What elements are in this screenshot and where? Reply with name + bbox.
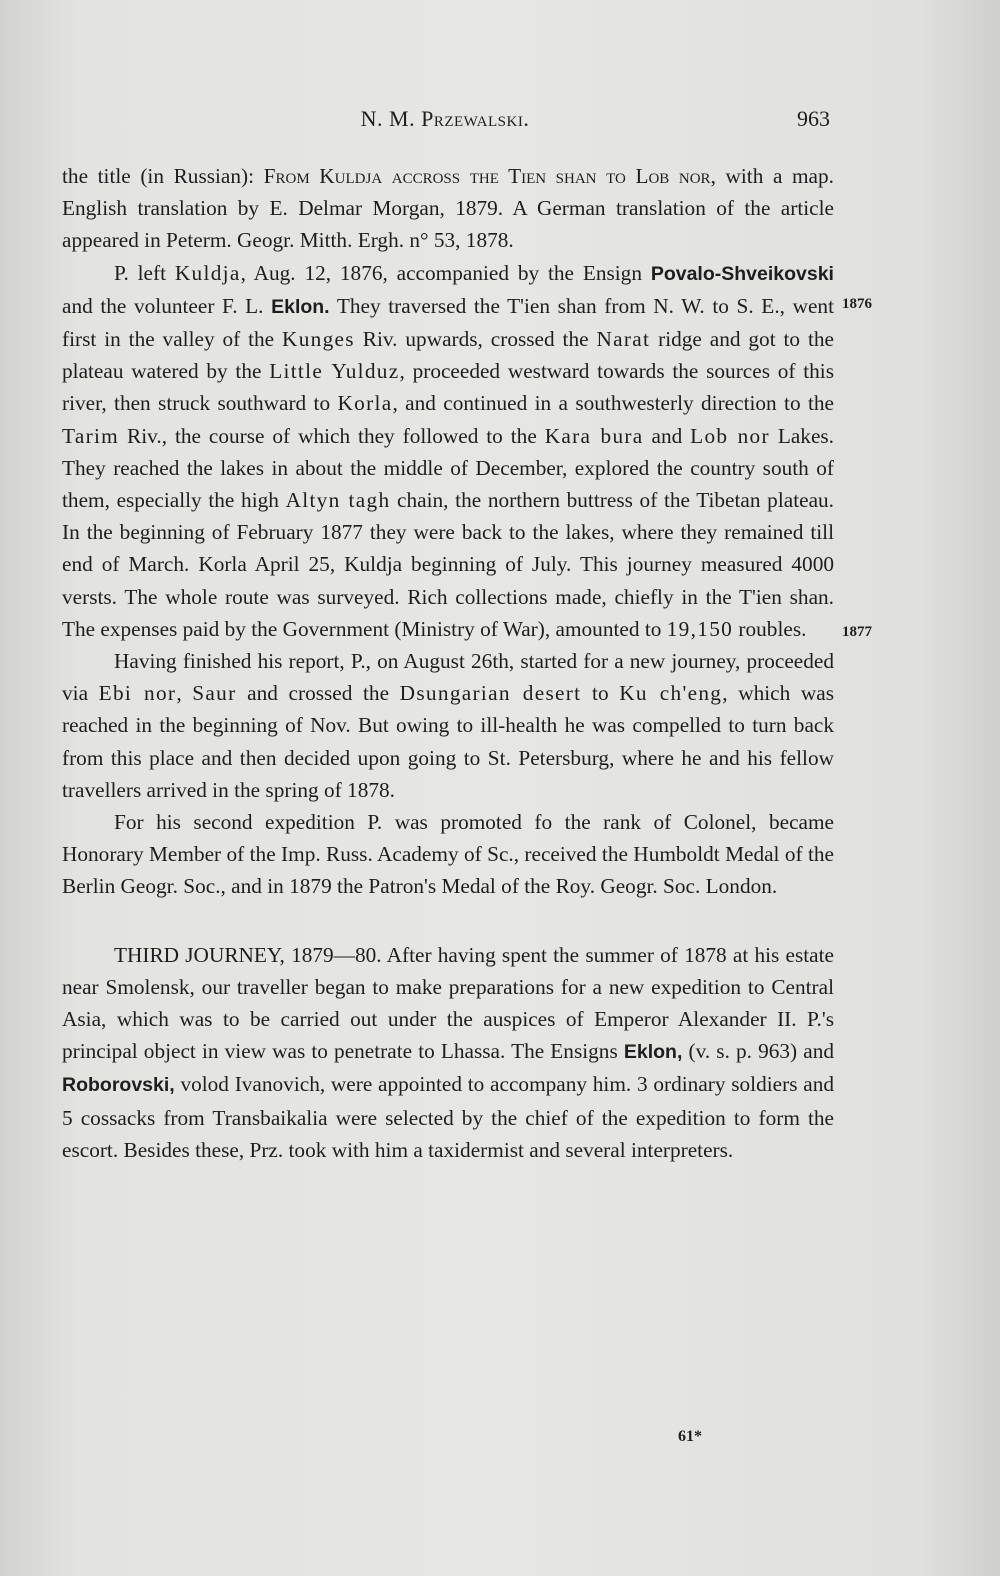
text-run: They traversed the T'ien shan from N. W. to S. E., went first in the valley of the: [62, 293, 834, 352]
place-name: Tarim: [62, 423, 120, 448]
text-run: ridge and got to the plateau watered by the: [62, 327, 834, 384]
text-run: After having spent the summer of 1878 at his estate near Smolensk, our traveller began to make preparations for a new expedition to Central Asia, which was to be carried out under the auspices of Emperor Alexander II. P.'s principal object in view was to penetrate to Lhassa. The Ensigns: [62, 942, 834, 1064]
place-name: Kuldja: [174, 260, 241, 285]
text-run: and the volunteer F. L.: [62, 293, 272, 318]
text-run: , and continued in a southwesterly direction to the: [392, 391, 835, 416]
text-run: to: [581, 681, 620, 706]
person-name: Eklon,: [623, 1041, 683, 1064]
text-run: and crossed the: [236, 681, 400, 706]
text-run: Riv., the course of which they followed to the: [119, 423, 545, 448]
paragraph-new-journey: [62, 645, 834, 806]
text-run: and: [643, 423, 691, 448]
margin-year-note: 1876: [842, 296, 872, 312]
running-head: N. M. Przewalski.: [360, 106, 530, 131]
text-run: Riv. upwards, crossed the: [354, 327, 597, 352]
text-run: Having finished his report, P., on August 26th, started for a new journey, proceeded via: [62, 649, 834, 706]
cost-figure: 19,150: [666, 616, 734, 641]
paragraph-title-continuation: [62, 160, 834, 257]
paragraph-second-journey: [62, 257, 834, 645]
page-header: [60, 106, 830, 142]
text-run: , Aug. 12, 1876, accompanied by the Ensign: [240, 260, 651, 285]
place-name: Saur: [192, 681, 237, 706]
margin-year-note: 1877: [842, 624, 872, 640]
place-name: Ebi nor: [98, 681, 177, 706]
text-run: (v. s. p. 963) and: [682, 1039, 834, 1064]
paragraph-third-journey: [62, 939, 834, 1166]
text-run: , which was reached in the beginning of Nov. But owing to ill-health he was compelled to turn back from this place and then decided upon going to St. Petersburg, where he and his fellow travellers arrived in the spring of 1878.: [62, 681, 834, 802]
text-run: P. left: [114, 260, 175, 285]
place-name: Kunges: [282, 327, 355, 352]
section-heading: THIRD JOURNEY, 1879—80.: [114, 942, 382, 967]
place-name: Narat: [596, 327, 651, 352]
text-run: volod Ivanovich, were appointed to accompany him. 3 ordinary soldiers and 5 cossacks from Transbaikalia were selected by the chief of the expedition to form the escort. Besides these, Prz. took with him a taxidermist and several interpreters.: [62, 1072, 834, 1162]
page-number: 963: [797, 106, 830, 131]
place-name: Korla: [337, 391, 393, 416]
section-gap: [62, 903, 834, 939]
text-run: the title (in Russian):: [62, 164, 264, 188]
text-run: ,: [176, 681, 193, 706]
place-name: Altyn tagh: [285, 488, 391, 513]
publication-title: From Kuldja accross the Tien shan to Lob nor: [263, 164, 711, 188]
place-name: Little Yulduz: [269, 359, 400, 384]
text-run: Lakes. They reached the lakes in about the middle of December, explored the country south of them, especially the high: [62, 423, 835, 513]
text-run: chain, the northern buttress of the Tibetan plateau. In the beginning of February 1877 they were back to the lakes, where they remained till end of March. Korla April 25, Kuldja beginning of July. This journey measured 4000 versts. The whole route was surveyed. Rich collections made, chiefly in the T'ien shan. The expenses paid by the Government (Ministry of War), amounted to: [62, 488, 834, 641]
text-run: , with a map. English translation by E. Delmar Morgan, 1879. A German translation of the article appeared in Peterm. Geogr. Mitth. Ergh. n° 53, 1878.: [62, 164, 834, 253]
person-name: Eklon.: [271, 295, 330, 318]
place-name: Ku ch'eng: [619, 681, 723, 706]
place-name: Kara bura: [544, 423, 644, 448]
place-name: Lob nor: [690, 423, 770, 448]
text-run: , proceeded westward towards the sources of this river, then struck southward to: [62, 359, 834, 416]
person-name: Povalo-Shveikovski: [650, 262, 834, 285]
paragraph-honours: For his second expedition P. was promoted fo the rank of Colonel, became Honorary Member of the Imp. Russ. Academy of Sc., received the Humboldt Medal of the Berlin Geogr. Soc., and in 1879 the Patron's Medal of the Roy. Geogr. Soc. London.: [62, 810, 834, 899]
text-run: roubles.: [733, 616, 807, 641]
signature-mark: 61*: [678, 1428, 702, 1445]
person-name: Roborovski,: [62, 1074, 175, 1097]
body-text: [62, 160, 834, 1166]
place-name: Dsungarian desert: [399, 681, 582, 706]
